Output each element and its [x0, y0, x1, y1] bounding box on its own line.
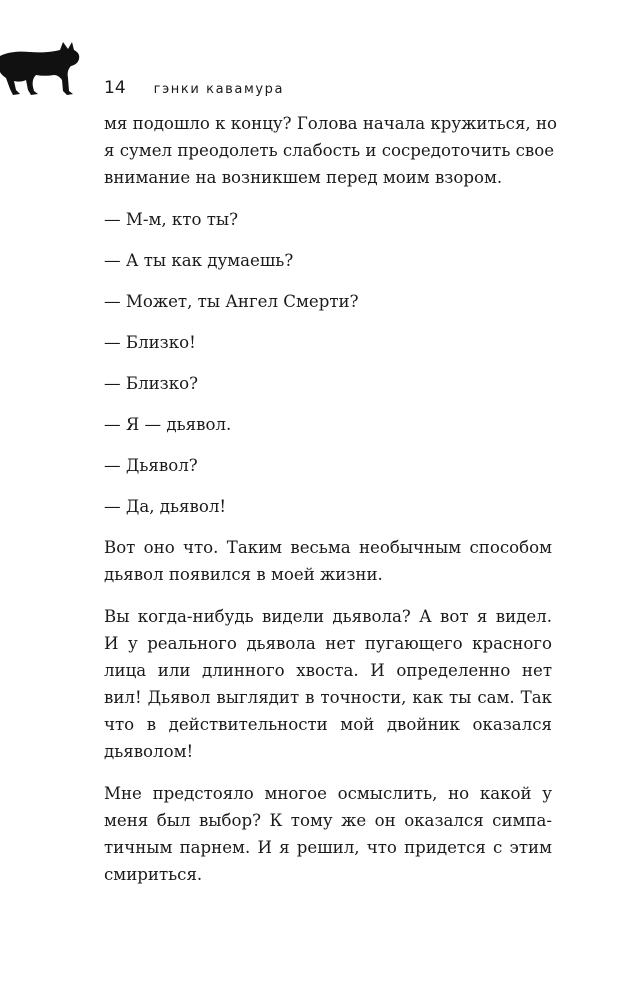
dialogue-line: [104, 247, 552, 274]
text-line: дьяволом!: [104, 742, 194, 761]
dialogue-line: [104, 370, 552, 397]
text-line: Вот оно что. Таким весьма необычным способом: [104, 538, 552, 557]
text-line: дьявол появился в моей жизни.: [104, 565, 383, 584]
paragraph: [104, 110, 558, 191]
text-line: смириться.: [104, 865, 203, 884]
text-line: Вы когда-нибудь видели дьявола? А вот я видел.: [104, 607, 552, 626]
paragraph: [104, 534, 552, 588]
text-line: лица или длинного хвоста. И определенно нет: [104, 661, 552, 680]
dialogue-line: [104, 288, 552, 315]
text-line: — Я — дьявол.: [104, 415, 232, 434]
text-line: меня был выбор? К тому же он оказался симпа-: [104, 811, 552, 830]
dialogue-line: [104, 411, 552, 438]
text-line: — А ты как думаешь?: [104, 251, 294, 270]
page-header: [104, 78, 284, 98]
text-line: — Может, ты Ангел Смерти?: [104, 292, 359, 311]
text-line: — Дьявол?: [104, 456, 198, 475]
text-line: вил! Дьявол выглядит в точности, как ты сам. Так: [104, 688, 552, 707]
cat-silhouette-icon: [0, 38, 86, 96]
page-number: 14: [104, 78, 126, 98]
dialogue-line: [104, 329, 552, 356]
text-line: Мне предстояло многое осмыслить, но какой у: [104, 784, 552, 803]
body-text: [104, 110, 558, 903]
text-line: — Близко!: [104, 333, 196, 352]
text-line: внимание на возникшем перед моим взором.: [104, 168, 503, 187]
text-line: я сумел преодолеть слабость и сосредоточить свое: [104, 141, 555, 160]
text-line: И у реального дьявола нет пугающего красного: [104, 634, 552, 653]
paragraph: [104, 780, 552, 888]
text-line: — Близко?: [104, 374, 198, 393]
dialogue-line: [104, 452, 552, 479]
running-head: гэнки кавамура: [153, 82, 285, 97]
text-line: — М-м, кто ты?: [104, 210, 239, 229]
dialogue-line: [104, 206, 552, 233]
text-line: мя подошло к концу? Голова начала кружиться, но: [104, 114, 558, 133]
text-line: — Да, дьявол!: [104, 497, 227, 516]
text-line: что в действительности мой двойник оказался: [104, 715, 552, 734]
text-line: тичным парнем. И я решил, что придется с этим: [104, 838, 552, 857]
paragraph: [104, 603, 552, 765]
dialogue-line: [104, 493, 552, 520]
